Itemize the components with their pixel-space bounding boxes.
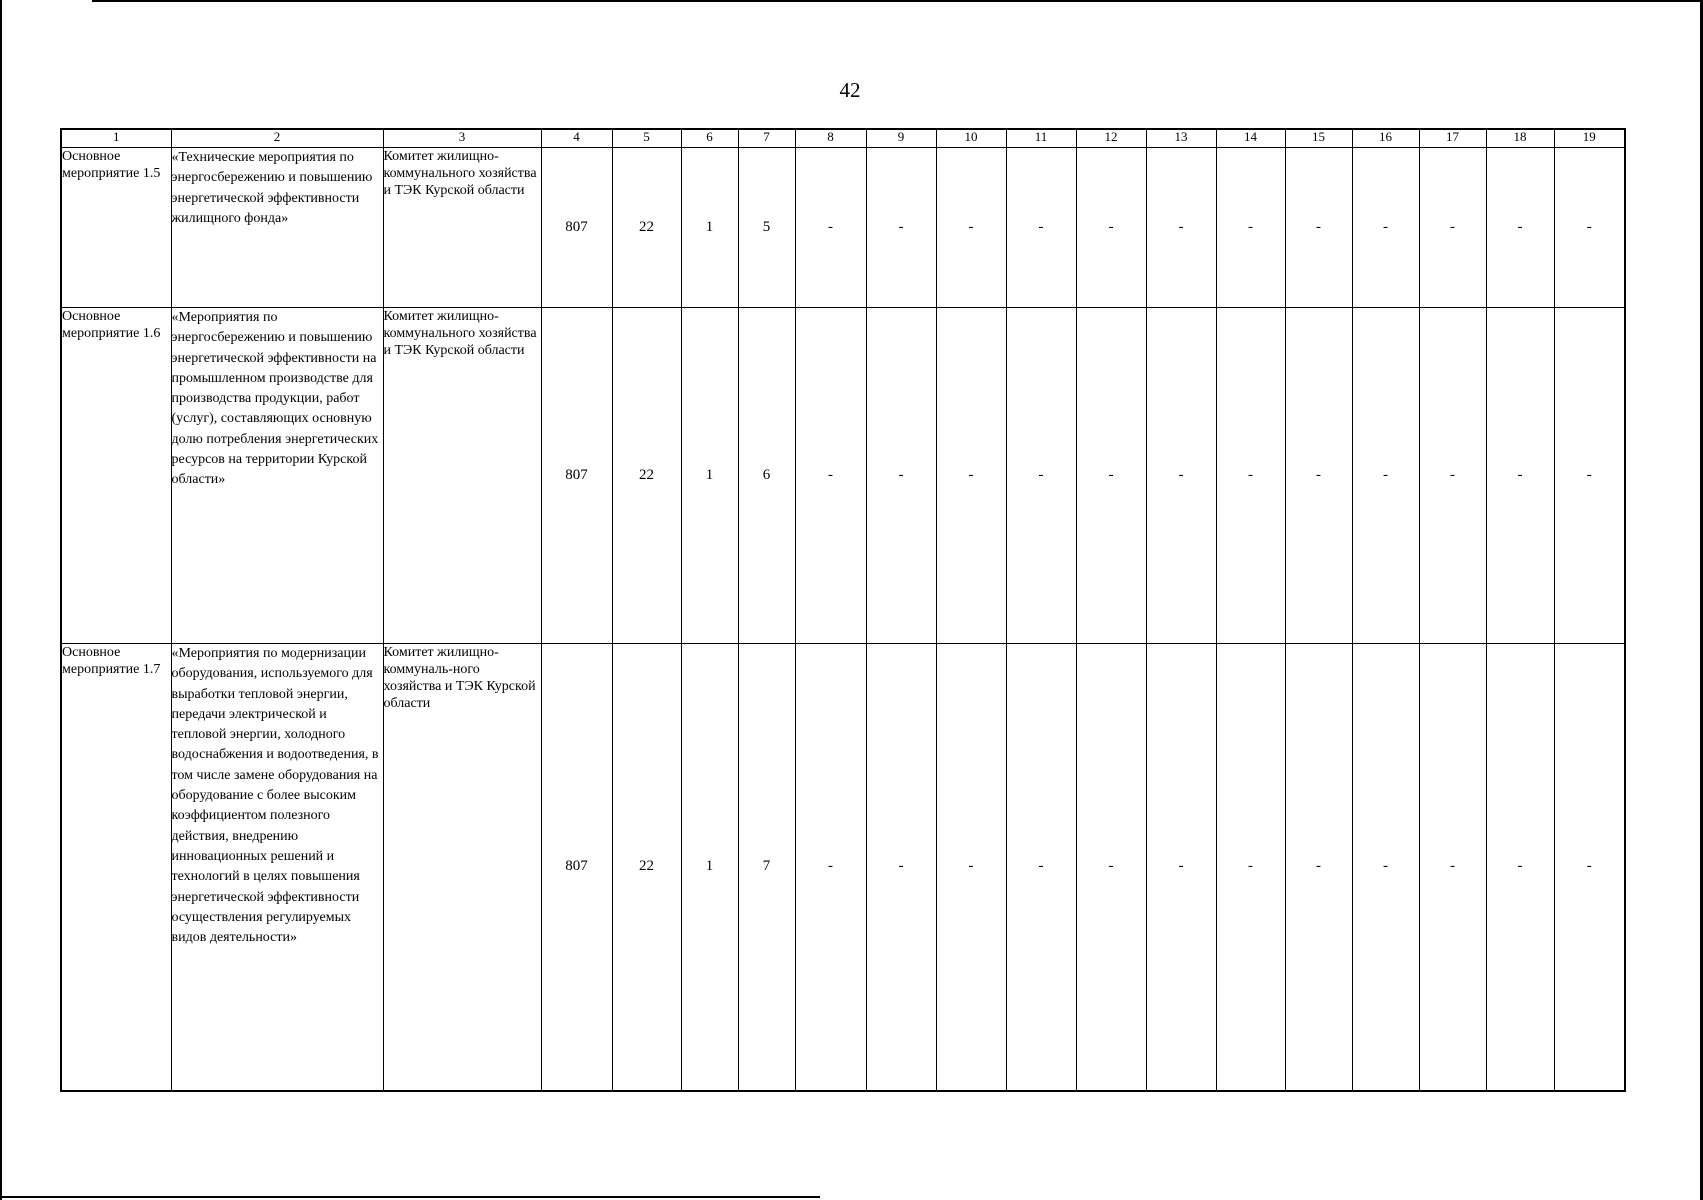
- value-cell: -: [1554, 308, 1625, 644]
- activity-title-cell: «Технические мероприятия по энергосбережению и повышению энергетической эффективности жилищного фонда»: [171, 148, 383, 308]
- column-header: 12: [1076, 129, 1146, 148]
- value-cell: 22: [612, 308, 681, 644]
- activities-table: [60, 128, 1626, 1092]
- value-cell: -: [1146, 308, 1216, 644]
- value-cell: -: [795, 308, 866, 644]
- column-header: 17: [1419, 129, 1486, 148]
- column-header: 5: [612, 129, 681, 148]
- column-header: 15: [1285, 129, 1352, 148]
- value-cell: 807: [541, 308, 612, 644]
- value-cell: 1: [681, 644, 738, 1091]
- value-cell: -: [795, 644, 866, 1091]
- table-row: [61, 148, 1625, 308]
- value-cell: -: [1146, 148, 1216, 308]
- value-cell: -: [795, 148, 866, 308]
- column-header: 19: [1554, 129, 1625, 148]
- column-header: 1: [61, 129, 171, 148]
- value-cell: -: [1216, 308, 1285, 644]
- value-cell: -: [1419, 644, 1486, 1091]
- column-header: 6: [681, 129, 738, 148]
- value-cell: -: [1076, 148, 1146, 308]
- column-header: 9: [866, 129, 936, 148]
- activity-code-cell: Основное мероприятие 1.5: [61, 148, 171, 308]
- value-cell: 7: [738, 644, 795, 1091]
- value-cell: -: [936, 644, 1006, 1091]
- activity-title-cell: «Мероприятия по модернизации оборудования, используемого для выработки тепловой энергии, передачи электрической и тепловой энергии, холодного водоснабжения и водоотведения, в том числе замене оборудования на оборудование с более высоким коэффициентом полезного действия, внедрению инновационных решений и технологий в целях повышения энергетической эффективности осуществления регулируемых видов деятельности»: [171, 644, 383, 1091]
- value-cell: -: [1419, 308, 1486, 644]
- value-cell: -: [1352, 644, 1419, 1091]
- value-cell: -: [1352, 308, 1419, 644]
- value-cell: 807: [541, 644, 612, 1091]
- value-cell: -: [1285, 148, 1352, 308]
- value-cell: -: [1006, 308, 1076, 644]
- column-header: 11: [1006, 129, 1076, 148]
- value-cell: -: [866, 148, 936, 308]
- value-cell: 1: [681, 308, 738, 644]
- responsible-executor-cell: Комитет жилищно-коммунального хозяйства и ТЭК Курской области: [383, 148, 541, 308]
- value-cell: -: [1486, 148, 1554, 308]
- column-header: 18: [1486, 129, 1554, 148]
- value-cell: -: [866, 308, 936, 644]
- activity-title-cell: «Мероприятия по энергосбережению и повышению энергетической эффективности на промышленном производстве для производства продукции, работ (услуг), составляющих основную долю потребления энергетических ресурсов на территории Курской области»: [171, 308, 383, 644]
- column-header: 4: [541, 129, 612, 148]
- value-cell: -: [1352, 148, 1419, 308]
- column-header: 16: [1352, 129, 1419, 148]
- value-cell: -: [1554, 148, 1625, 308]
- column-header: 3: [383, 129, 541, 148]
- value-cell: -: [936, 308, 1006, 644]
- value-cell: 5: [738, 148, 795, 308]
- table-header-row: [61, 129, 1625, 148]
- value-cell: -: [1076, 308, 1146, 644]
- value-cell: -: [1146, 644, 1216, 1091]
- value-cell: -: [1285, 644, 1352, 1091]
- value-cell: 1: [681, 148, 738, 308]
- activity-code-cell: Основное мероприятие 1.6: [61, 308, 171, 644]
- column-header: 8: [795, 129, 866, 148]
- value-cell: -: [1006, 644, 1076, 1091]
- column-header: 10: [936, 129, 1006, 148]
- value-cell: -: [866, 644, 936, 1091]
- activity-code-cell: Основное мероприятие 1.7: [61, 644, 171, 1091]
- value-cell: -: [1285, 308, 1352, 644]
- value-cell: -: [936, 148, 1006, 308]
- value-cell: -: [1486, 644, 1554, 1091]
- column-header: 13: [1146, 129, 1216, 148]
- page-number: 42: [839, 78, 861, 102]
- scan-top-border: [92, 0, 1703, 2]
- value-cell: -: [1554, 644, 1625, 1091]
- value-cell: -: [1006, 148, 1076, 308]
- column-header: 2: [171, 129, 383, 148]
- column-header: 14: [1216, 129, 1285, 148]
- responsible-executor-cell: Комитет жилищно-коммунального хозяйства и ТЭК Курской области: [383, 308, 541, 644]
- value-cell: 6: [738, 308, 795, 644]
- responsible-executor-cell: Комитет жилищно-коммуналь-ного хозяйства и ТЭК Курской области: [383, 644, 541, 1091]
- value-cell: -: [1486, 308, 1554, 644]
- value-cell: -: [1216, 148, 1285, 308]
- value-cell: -: [1419, 148, 1486, 308]
- value-cell: 807: [541, 148, 612, 308]
- scan-bottom-border: [0, 1196, 820, 1198]
- value-cell: -: [1216, 644, 1285, 1091]
- value-cell: 22: [612, 148, 681, 308]
- table-row: [61, 308, 1625, 644]
- value-cell: 22: [612, 644, 681, 1091]
- table-row: [61, 644, 1625, 1091]
- column-header: 7: [738, 129, 795, 148]
- scan-left-border: [0, 0, 2, 1200]
- value-cell: -: [1076, 644, 1146, 1091]
